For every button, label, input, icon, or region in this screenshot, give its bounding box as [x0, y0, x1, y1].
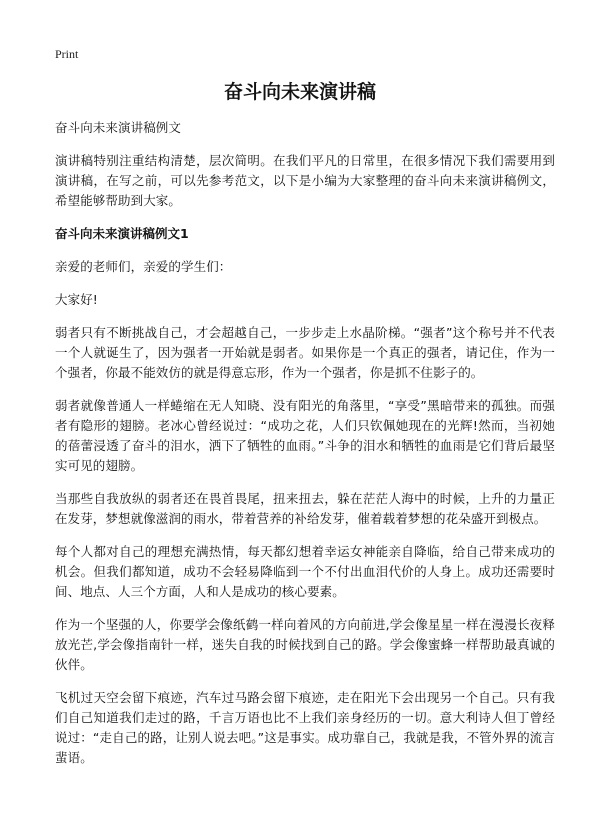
body-paragraph: 每个人都对自己的理想充满热情，每天都幻想着幸运女神能亲自降临，给自己带来成功的机会。但我们都知道，成功不会轻易降临到一个不付出血泪代价的人身上。成功还需要时间、地点、人三个方面，人和人是成功的核心要素。	[55, 544, 555, 599]
document-body	[55, 118, 555, 781]
print-link[interactable]: Print	[55, 47, 79, 61]
body-paragraph: 飞机过天空会留下痕迹，汽车过马路会留下痕迹，走在阳光下会出现另一个自己。只有我们自己知道我们走过的路，千言万语也比不上我们亲身经历的一切。意大利诗人但丁曾经说过：“走自己的路，让别人说去吧。”这是事实。成功靠自己，我就是我，不管外界的流言蜚语。	[55, 690, 555, 765]
greeting-paragraph: 大家好!	[55, 292, 98, 307]
body-paragraph: 作为一个坚强的人，你要学会像纸鹤一样向着风的方向前进,学会像星星一样在漫漫长夜释放光芒,学会像指南针一样，迷失自我的时候找到自己的路。学会像蜜蜂一样帮助最真诚的伙伴。	[55, 617, 555, 672]
body-paragraph: 弱者只有不断挑战自己，才会超越自己，一步步走上水晶阶梯。“强者”这个称号并不代表一个人就诞生了，因为强者一开始就是弱者。如果你是一个真正的强者，请记住，作为一个强者，你最不能效仿的就是得意忘形，作为一个强者，你是抓不住影子的。	[55, 325, 555, 380]
salutation-paragraph: 亲爱的老师们，亲爱的学生们：	[55, 259, 232, 274]
page-title: 奋斗向未来演讲稿	[223, 81, 376, 103]
body-paragraph: 当那些自我放纵的弱者还在畏首畏尾，扭来扭去，躲在茫茫人海中的时候，上升的力量正在发芽，梦想就像滋润的雨水，带着营养的补给发芽，催着载着梦想的花朵盛开到极点。	[55, 491, 555, 526]
section-heading: 奋斗向未来演讲稿例文1	[55, 226, 189, 241]
document-subtitle: 奋斗向未来演讲稿例文	[55, 120, 182, 135]
body-paragraph: 弱者就像普通人一样蜷缩在无人知晓、没有阳光的角落里，“享受”黑暗带来的孤独。而强者有隐形的翅膀。老冰心曾经说过：“成功之花，人们只钦佩她现在的光辉!然而，当初她的蓓蕾浸透了奋斗的泪水，洒下了牺牲的血雨。”斗争的泪水和牺牲的血雨是它们背后最坚实可见的翅膀。	[55, 398, 555, 473]
intro-paragraph: 演讲稿特别注重结构清楚，层次简明。在我们平凡的日常里，在很多情况下我们需要用到演讲稿，在写之前，可以先参考范文，以下是小编为大家整理的奋斗向未来演讲稿例文，希望能够帮助到大家。	[55, 153, 555, 208]
